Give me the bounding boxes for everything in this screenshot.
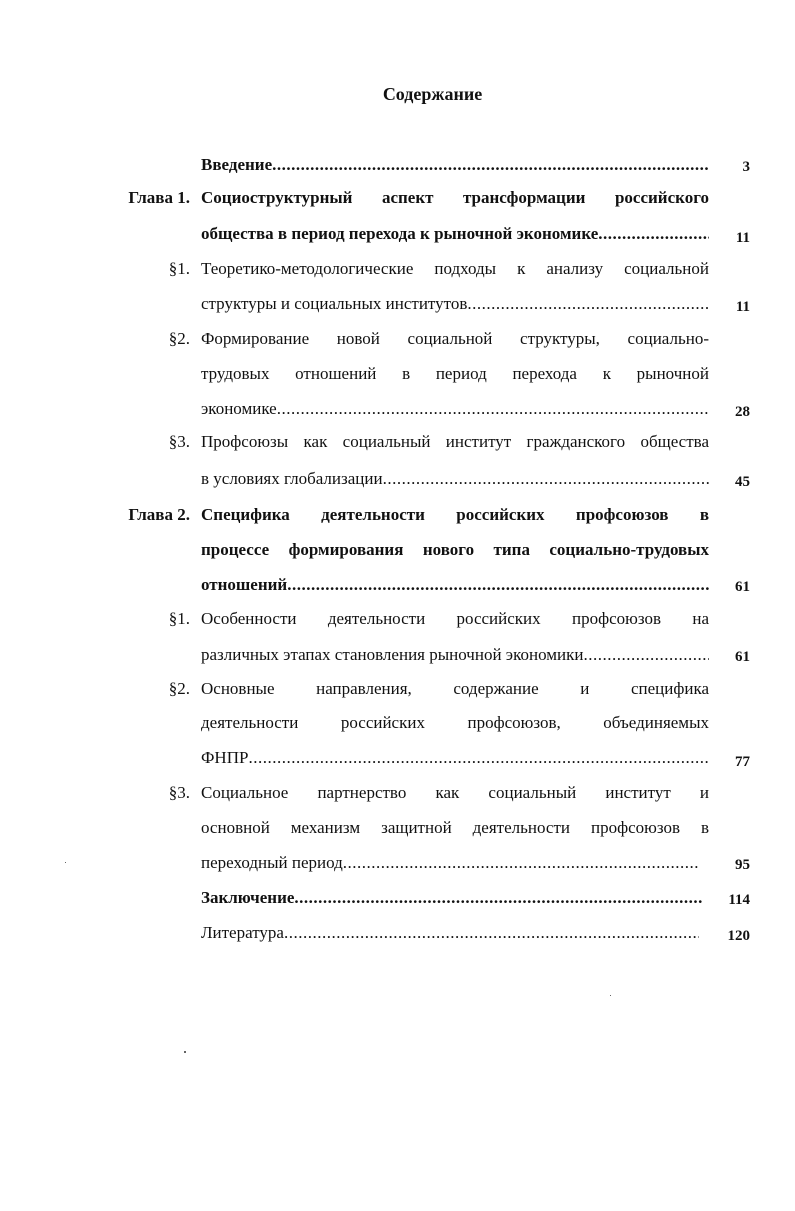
chapter2-title-line-3[interactable]: отношений ..... [201,573,709,597]
toc-intro-page: 3 [742,159,750,175]
ch2-s2-line-1[interactable]: Основные направления, содержание и специфика [201,679,709,698]
ch1-s2-line-3[interactable]: экономике ..... [201,397,709,421]
leader-dots [467,292,709,316]
ch2-s2-line-3[interactable]: ФНПР ..... [201,746,709,770]
leader-dots [598,222,709,246]
toc-conclusion[interactable]: Заключение ..... [201,886,703,910]
ch2-s3-line-1[interactable]: Социальное партнерство как социальный институт и [201,783,709,802]
leader-dots [287,573,709,597]
scan-speck [610,995,611,996]
ch1-s3-label: §3. [168,432,190,451]
toc-intro-label: Введение [201,155,273,174]
chapter2-label: Глава 2. [128,505,190,524]
chapter2-title-line-1[interactable]: Специфика деятельности российских профсоюзов в [201,505,709,524]
ch1-s3-line-2[interactable]: в условиях глобализации ..... [201,467,709,491]
ch2-s3-label: §3. [168,783,190,802]
leader-dots [284,921,699,945]
ch2-s1-line-2[interactable]: различных этапах становления рыночной экономики ..... [201,643,709,667]
chapter1-page: 11 [735,230,750,246]
ch1-s2-line-2[interactable]: трудовых отношений в период перехода к рыночной [201,364,709,383]
ch1-s3-line-1[interactable]: Профсоюзы как социальный институт гражданского общества [201,432,709,451]
toc-conclusion-page: 114 [728,892,750,908]
chapter1-title-line-2[interactable]: общества в период перехода к рыночной экономике ..... [201,222,709,246]
ch2-s3-page: 95 [735,857,750,873]
leader-dots [343,851,699,875]
leader-dots [248,746,709,770]
ch1-s2-label: §2. [168,329,190,348]
leader-dots [272,153,709,177]
ch2-s1-line-1[interactable]: Особенности деятельности российских профсоюзов на [201,609,709,628]
ch1-s1-line-2[interactable]: структуры и социальных институтов ..... [201,292,709,316]
leader-dots [277,397,709,421]
toc-literature[interactable]: Литература ..... [201,921,699,945]
page-title: Содержание [382,84,483,104]
ch1-s2-page: 28 [735,404,750,420]
ch2-s3-line-3[interactable]: переходный период ..... [201,851,699,875]
ch1-s1-page: 11 [735,299,750,315]
scan-speck [65,862,66,863]
ch1-s2-line-1[interactable]: Формирование новой социальной структуры, социально- [201,329,709,348]
ch1-s1-label: §1. [168,259,190,278]
leader-dots [583,643,709,667]
ch2-s1-page: 61 [735,649,750,665]
chapter2-page: 61 [735,579,750,595]
leader-dots [294,886,703,910]
chapter2-title-line-2[interactable]: процессе формирования нового типа социально-трудовых [201,540,709,559]
toc-literature-page: 120 [727,928,750,944]
chapter1-title-line-1[interactable]: Социоструктурный аспект трансформации российского [201,188,709,207]
ch1-s1-line-1[interactable]: Теоретико-методологические подходы к анализу социальной [201,259,709,278]
ch2-s1-label: §1. [168,609,190,628]
leader-dots [383,467,709,491]
ch2-s2-page: 77 [735,754,750,770]
toc-intro[interactable] [201,153,709,177]
ch1-s3-page: 45 [735,474,750,490]
ch2-s2-line-2[interactable]: деятельности российских профсоюзов, объединяемых [201,713,709,732]
scan-speck [184,1051,186,1053]
chapter1-label: Глава 1. [128,188,190,207]
ch2-s2-label: §2. [168,679,190,698]
ch2-s3-line-2[interactable]: основной механизм защитной деятельности профсоюзов в [201,818,709,837]
